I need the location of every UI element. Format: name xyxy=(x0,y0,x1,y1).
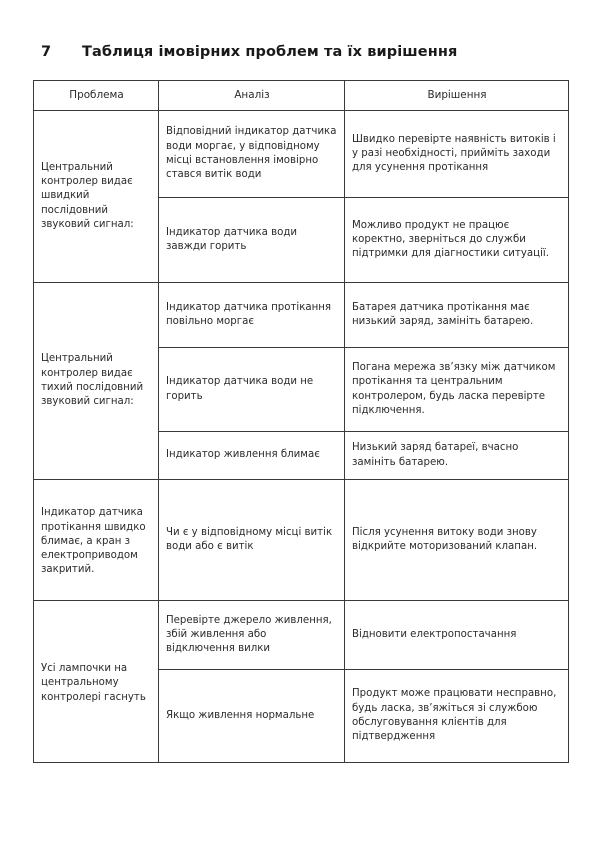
column-header-problem: Проблема xyxy=(34,81,159,111)
problem-cell: Індикатор датчика протікання швидко блимає, а кран з електроприводом закритий. xyxy=(34,480,159,601)
solution-cell: Погана мережа зв’язку між датчиком протікання та центральним контролером, будь ласка перевірте підключення. xyxy=(345,348,569,432)
problem-cell: Усі лампочки на центральному контролері гаснуть xyxy=(34,601,159,763)
analysis-cell: Відповідний індикатор датчика води моргає, у відповідному місці встановлення імовірно стався витік води xyxy=(159,111,345,198)
section-number: 7 xyxy=(41,44,52,60)
problem-cell: Центральний контролер видає тихий послідовний звуковий сигнал: xyxy=(34,283,159,480)
analysis-cell: Індикатор датчика води завжди горить xyxy=(159,198,345,283)
problem-cell: Центральний контролер видає швидкий послідовний звуковий сигнал: xyxy=(34,111,159,283)
solution-cell: Відновити електропостачання xyxy=(345,601,569,670)
column-header-analysis: Аналіз xyxy=(159,81,345,111)
table-row xyxy=(34,283,569,348)
table-header-row xyxy=(34,81,569,111)
table-body xyxy=(34,111,569,763)
table-header xyxy=(34,81,569,111)
section-heading xyxy=(41,44,561,60)
problem-solution-table-wrapper xyxy=(33,80,568,763)
analysis-cell: Якщо живлення нормальне xyxy=(159,670,345,763)
solution-cell: Низький заряд батареї, вчасно замініть батарею. xyxy=(345,432,569,480)
table-row xyxy=(34,601,569,670)
section-title: Таблиця імовірних проблем та їх вирішення xyxy=(82,44,458,60)
analysis-cell: Перевірте джерело живлення, збій живлення або відключення вилки xyxy=(159,601,345,670)
table-row xyxy=(34,111,569,198)
table-row xyxy=(34,480,569,601)
solution-cell: Швидко перевірте наявність витоків і у разі необхідності, прийміть заходи для усунення протікання xyxy=(345,111,569,198)
problem-solution-table xyxy=(33,80,569,763)
analysis-cell: Чи є у відповідному місці витік води або є витік xyxy=(159,480,345,601)
analysis-cell: Індикатор датчика води не горить xyxy=(159,348,345,432)
column-header-solution: Вирішення xyxy=(345,81,569,111)
solution-cell: Після усунення витоку води знову відкрийте моторизований клапан. xyxy=(345,480,569,601)
solution-cell: Можливо продукт не працює коректно, зверніться до служби підтримки для діагностики ситуації. xyxy=(345,198,569,283)
analysis-cell: Індикатор датчика протікання повільно моргає xyxy=(159,283,345,348)
solution-cell: Батарея датчика протікання має низький заряд, замініть батарею. xyxy=(345,283,569,348)
solution-cell: Продукт може працювати несправно, будь ласка, зв’яжіться зі службою обслуговування клієнтів для підтвердження xyxy=(345,670,569,763)
analysis-cell: Індикатор живлення блимає xyxy=(159,432,345,480)
